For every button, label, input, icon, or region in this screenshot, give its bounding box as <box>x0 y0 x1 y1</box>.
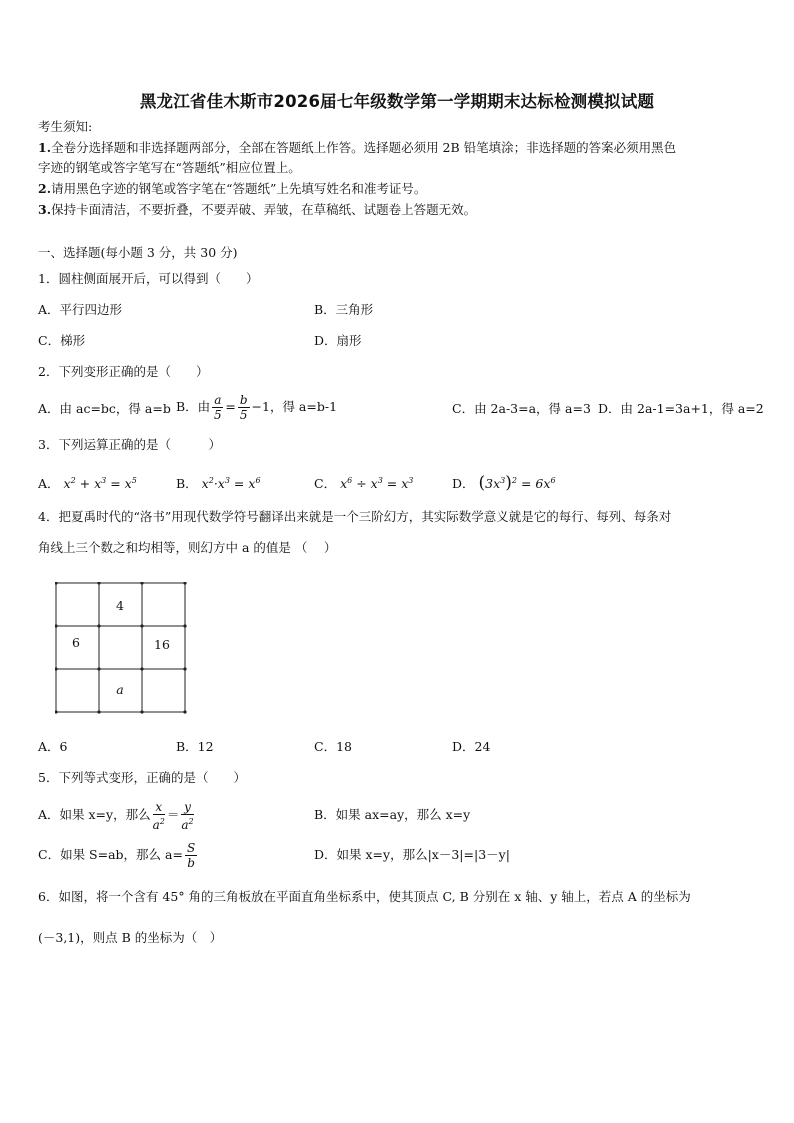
q3-option-c[interactable]: C． $x^6 \div x^3 = x^3$ <box>314 476 414 491</box>
question-4-stem-line1: 4．把夏禹时代的“洛书”用现代数学符号翻译出来就是一个三阶幻方，其实际数学意义就是它的每行、每列、每条对 <box>38 509 672 524</box>
q4-option-b[interactable]: B．12 <box>176 739 214 754</box>
grid-cell: a <box>116 682 124 697</box>
q5-option-a[interactable]: A．如果 x=y，那么 $\frac{x}{a^2}$ ＝ $\frac{y}{a^2}$ <box>38 799 194 832</box>
notice-heading: 考生须知: <box>38 119 93 134</box>
q1-option-b[interactable]: B．三角形 <box>314 302 374 317</box>
notice-item-1: 1.全卷分选择题和非选择题两部分，全部在答题纸上作答。选择题必须用 2B 铅笔填涂；非选择题的答案必须用黑色 <box>38 140 677 155</box>
notice-item-2: 2.请用黑色字迹的钢笔或答字笔在“答题纸”上先填写姓名和准考证号。 <box>38 181 427 196</box>
grid-cell <box>56 583 98 625</box>
question-3-stem: 3．下列运算正确的是（ ） <box>38 437 221 452</box>
question-5-stem: 5．下列等式变形，正确的是（ ） <box>38 770 246 785</box>
page-title: 黑龙江省佳木斯市2026届七年级数学第一学期期末达标检测模拟试题 <box>139 92 655 111</box>
q3-option-a[interactable]: A． $x^2 + x^3 = x^5$ <box>38 476 137 491</box>
q2-option-a[interactable]: A．由 ac=bc，得 a=b <box>38 401 171 416</box>
q3-option-d[interactable]: D． $(3x^3)^2 = 6x^6$ <box>452 473 556 493</box>
q3-option-b[interactable]: B． $x^2\cdot x^3 = x^6$ <box>176 476 261 491</box>
q1-option-c[interactable]: C．梯形 <box>38 333 86 348</box>
grid-cell <box>99 626 141 668</box>
notice-item-3: 3.保持卡面清洁，不要折叠，不要弄破、弄皱，在草稿纸、试题卷上答题无效。 <box>38 202 477 217</box>
q2-option-b[interactable]: B．由 $\frac{a}{5}$ = $\frac{b}{5}$ −1，得 a=b-1 <box>176 393 338 422</box>
grid-cell: 6 <box>72 635 80 650</box>
grid-cell: 4 <box>116 598 124 613</box>
q5-option-b[interactable]: B．如果 ax=ay，那么 x=y <box>314 807 471 822</box>
q1-option-d[interactable]: D．扇形 <box>314 333 362 348</box>
q2-option-c[interactable]: C．由 2a-3=a，得 a=3 <box>452 401 591 416</box>
question-1-stem: 1．圆柱侧面展开后，可以得到（ ） <box>38 271 259 286</box>
q4-option-d[interactable]: D．24 <box>452 739 491 754</box>
grid-cell: 16 <box>154 637 170 652</box>
q4-option-a[interactable]: A．6 <box>38 739 68 754</box>
grid-cell <box>142 669 184 711</box>
notice-item-1-cont: 字迹的钢笔或答字笔写在“答题纸”相应位置上。 <box>38 160 301 175</box>
q2-option-d[interactable]: D．由 2a-1=3a+1，得 a=2 <box>598 401 764 416</box>
grid-cell <box>56 669 98 711</box>
section-heading: 一、选择题(每小题 3 分，共 30 分) <box>38 245 238 260</box>
q5-option-c[interactable]: C．如果 S=ab，那么 a= $\frac{S}{b}$ <box>38 841 196 870</box>
question-4-stem-line2: 角线上三个数之和均相等，则幻方中 a 的值是 （ ） <box>38 540 337 555</box>
q1-option-a[interactable]: A．平行四边形 <box>38 302 123 317</box>
grid-cell <box>142 583 184 625</box>
q5-option-d[interactable]: D．如果 x=y，那么|x－3|=|3－y| <box>314 847 510 862</box>
q4-option-c[interactable]: C．18 <box>314 739 352 754</box>
question-6-stem-line2: (－3,1)，则点 B 的坐标为（ ） <box>38 930 223 945</box>
question-6-stem-line1: 6．如图，将一个含有 45° 角的三角板放在平面直角坐标系中，使其顶点 C, B 分别在 x 轴、y 轴上，若点 A 的坐标为 <box>38 889 691 904</box>
question-2-stem: 2．下列变形正确的是（ ） <box>38 364 209 379</box>
